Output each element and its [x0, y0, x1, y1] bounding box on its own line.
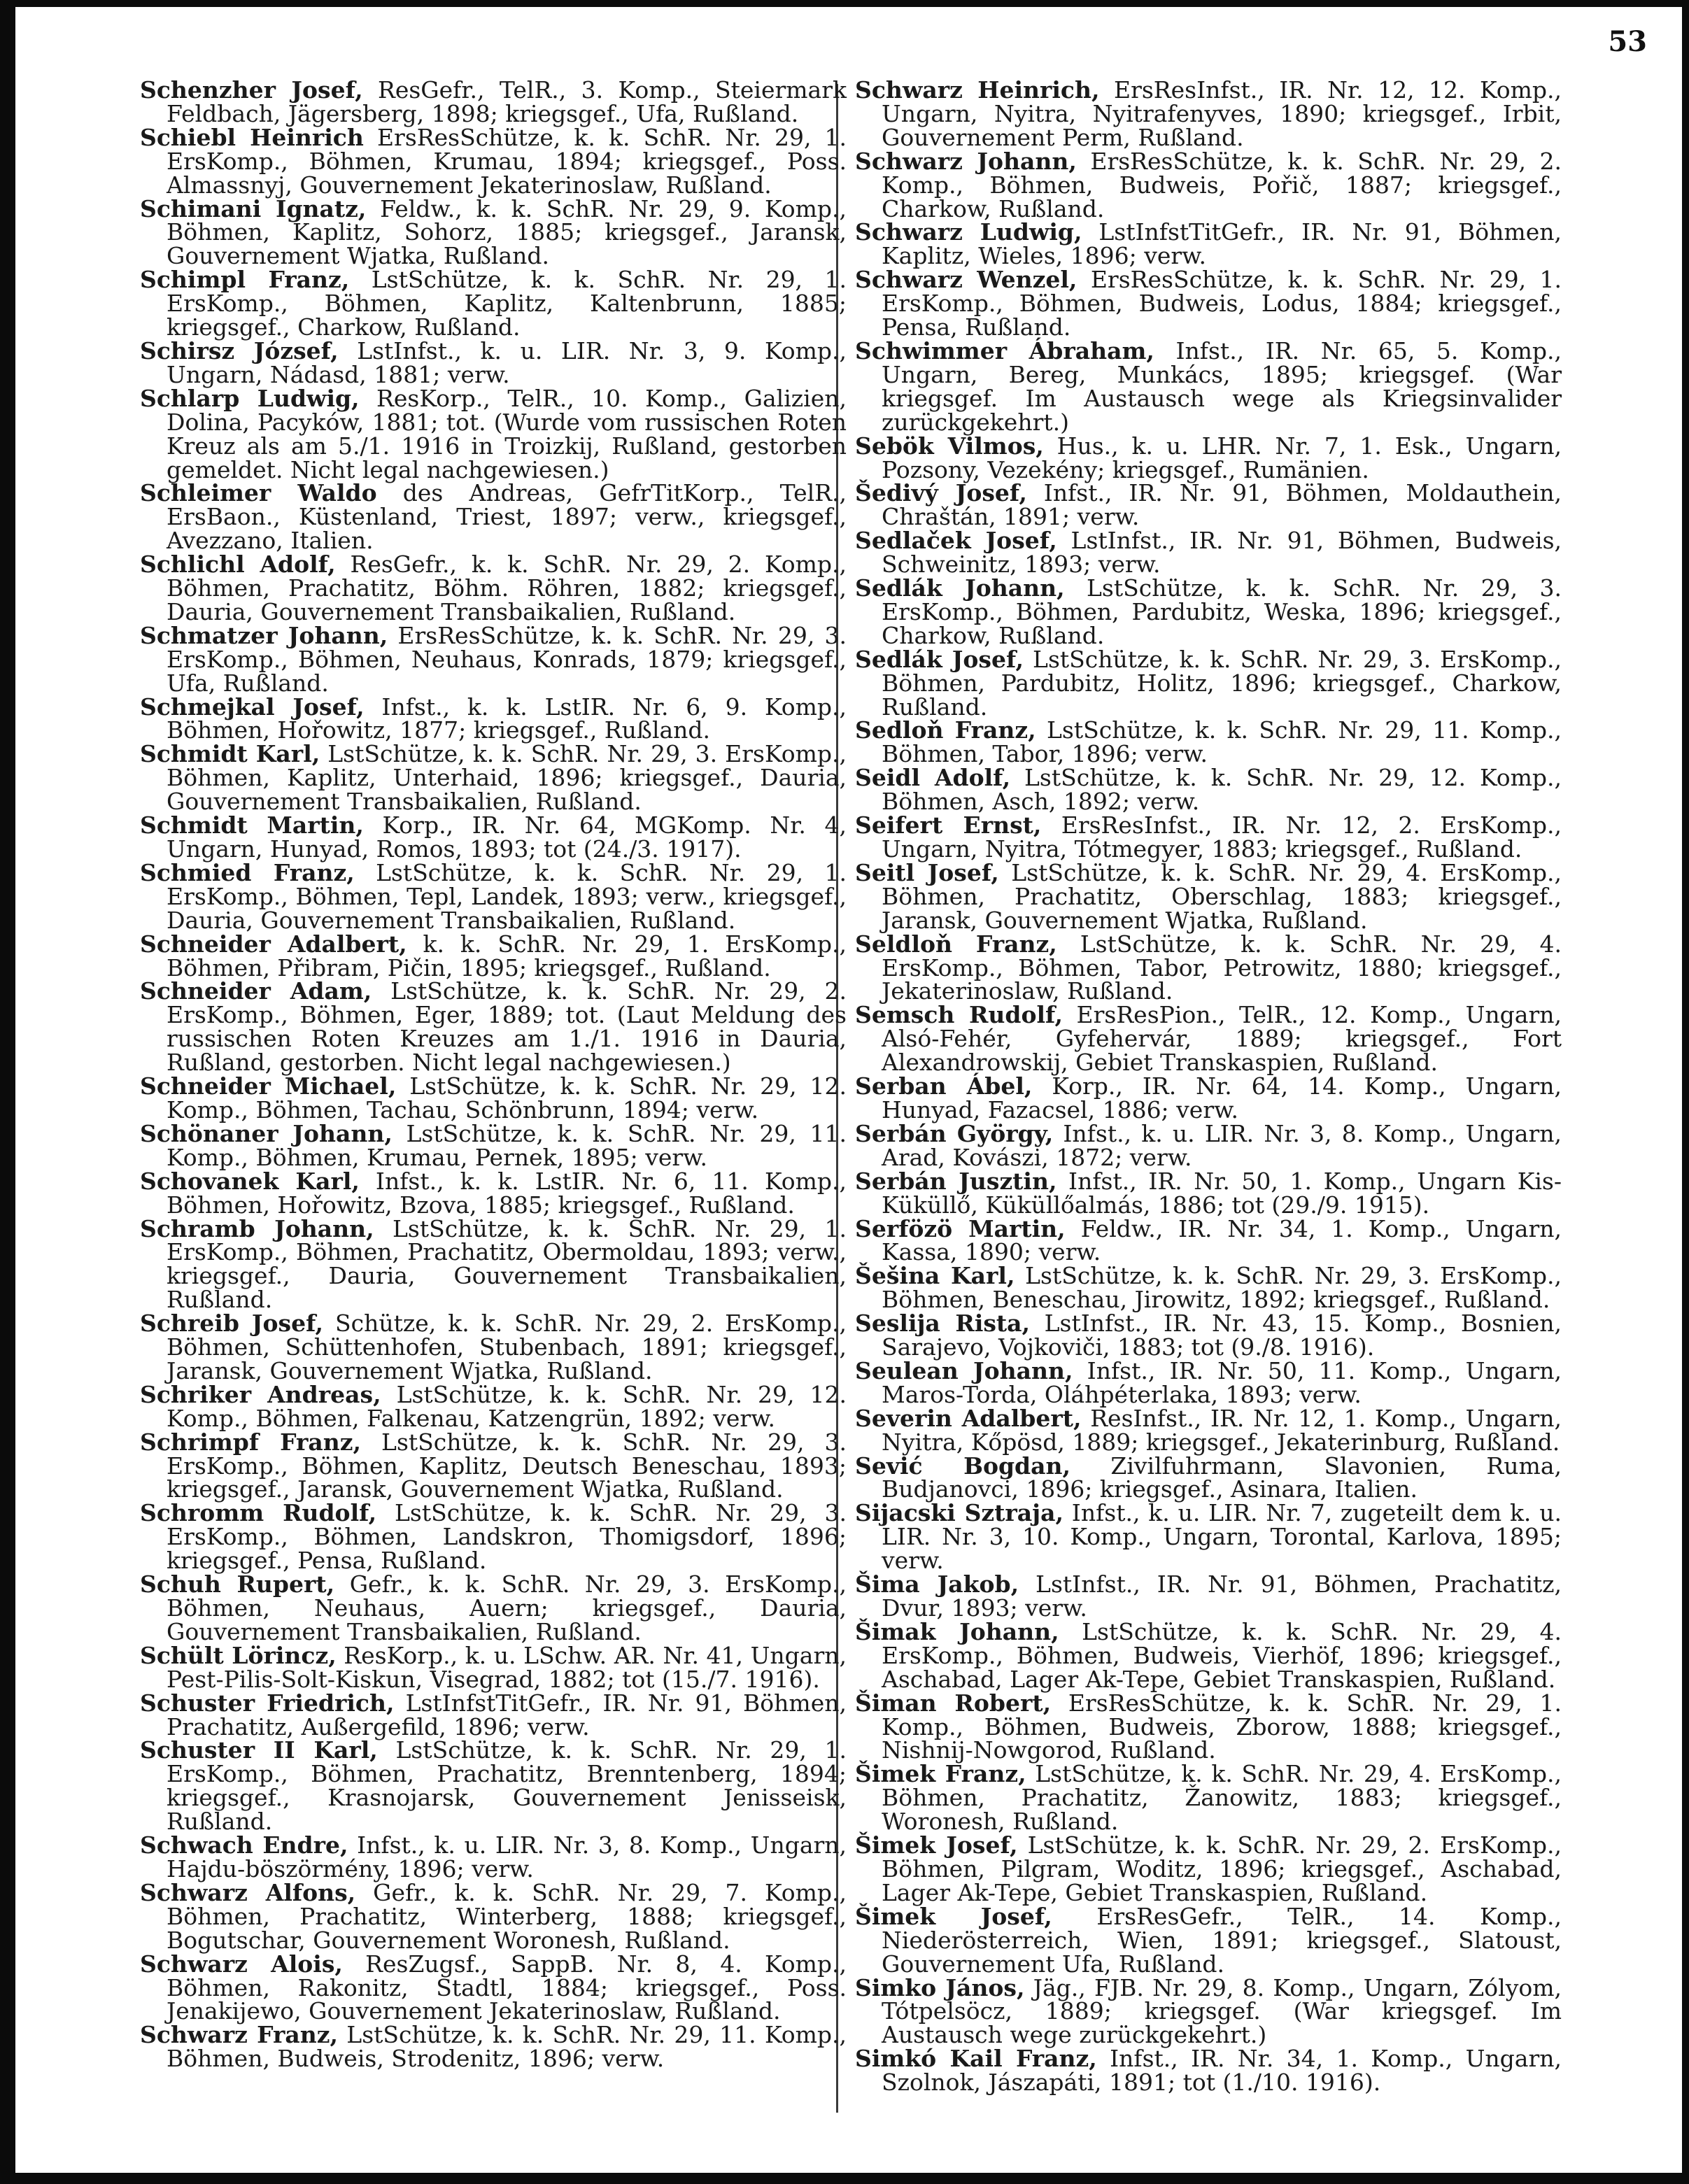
entry-details: Feldw., k. k. SchR. Nr. 29, 9. Komp., Böhmen, Kaplitz, Sohorz, 1885; kriegsgef., Jaransk, Gouvernement Wjatka, Rußland. [167, 194, 847, 270]
list-entry [855, 1501, 1562, 1573]
list-entry [140, 1312, 847, 1383]
list-entry [855, 930, 1562, 1005]
list-entry [140, 695, 847, 743]
list-entry [140, 123, 847, 199]
list-entry [140, 481, 847, 553]
list-entry [140, 1072, 847, 1123]
entry-details: Korp., IR. Nr. 64, 14. Komp., Ungarn, Hunyad, Fazacsel, 1886; verw. [882, 1072, 1562, 1123]
entry-details: LstInfst., IR. Nr. 91, Böhmen, Budweis, Schweinitz, 1893; verw. [882, 527, 1562, 579]
list-entry [855, 1072, 1562, 1123]
entry-name: Schimpl Franz, [140, 266, 350, 294]
entry-details: LstInfstTitGefr., IR. Nr. 91, Böhmen, Prachatitz, Außergefild, 1896; verw. [167, 1689, 847, 1740]
list-entry [140, 930, 847, 981]
list-entry [855, 2045, 1562, 2097]
entry-name: Schovanek Karl, [140, 1167, 360, 1195]
entry-details: k. k. SchR. Nr. 29, 1. ErsKomp., Böhmen, Přibram, Pičin, 1895; kriegsgef., Rußland. [167, 930, 847, 981]
entry-name: Schwarz Ludwig, [855, 218, 1082, 246]
entry-name: Severin Adalbert, [855, 1404, 1082, 1432]
entry-details: Infst., IR. Nr. 91, Böhmen, Moldauthein, Chraštán, 1891; verw. [882, 479, 1562, 531]
entry-name: Šedivý Josef, [855, 479, 1027, 507]
entry-name: Šiman Robert, [855, 1689, 1052, 1717]
entry-name: Schwimmer Ábraham, [855, 336, 1154, 364]
entry-name: Schrimpf Franz, [140, 1428, 361, 1456]
list-entry [140, 384, 847, 483]
entry-name: Šimak Johann, [855, 1617, 1059, 1645]
entry-name: Schriker Andreas, [140, 1380, 381, 1408]
list-entry [855, 1119, 1562, 1171]
entry-name: Sedlaček Josef, [855, 527, 1057, 555]
entry-name: Seslija Rista, [855, 1310, 1031, 1338]
entry-name: Sedlák Johann, [855, 574, 1065, 602]
entry-details: ResInfst., IR. Nr. 12, 1. Komp., Ungarn, Nyitra, Kőpösd, 1889; kriegsgef., Jekaterinburg, Rußland. [882, 1404, 1562, 1456]
entry-name: Simkó Kail Franz, [855, 2045, 1097, 2073]
list-entry [140, 1380, 847, 1432]
list-entry [855, 1617, 1562, 1693]
list-entry [855, 1831, 1562, 1906]
list-entry [855, 1214, 1562, 1266]
list-entry [855, 811, 1562, 863]
entry-name: Schleimer Waldo [140, 479, 377, 507]
entry-details: LstInfst., k. u. LIR. Nr. 3, 9. Komp., Ungarn, Nádasd, 1881; verw. [167, 336, 847, 388]
list-entry [140, 621, 847, 697]
entry-details: ResGefr., k. k. SchR. Nr. 29, 2. Komp., Böhmen, Prachatitz, Böhm. Röhren, 1882; kriegsgef., Dauria, Gouvernement Transbaikalien, Rußland. [167, 551, 847, 625]
entry-name: Schwach Endre, [140, 1831, 348, 1859]
entry-name: Sedlák Josef, [855, 645, 1024, 673]
list-entry [140, 1952, 847, 2024]
list-entry [855, 1404, 1562, 1456]
list-entry [140, 1167, 847, 1219]
entry-details: LstSchütze, k. k. SchR. Nr. 29, 3. ErsKomp., Böhmen, Pardubitz, Weska, 1896; kriegsgef., Charkow, Rußland. [882, 574, 1562, 649]
list-entry [140, 194, 847, 270]
entry-name: Schuster II Karl, [140, 1736, 378, 1764]
entry-details: Gefr., k. k. SchR. Nr. 29, 7. Komp., Böhmen, Prachatitz, Winterberg, 1888; kriegsgef., Bogutschar, Gouvernement Woronesh, Rußland. [167, 1878, 847, 1954]
list-entry [855, 858, 1562, 934]
entry-name: Schlichl Adolf, [140, 551, 336, 579]
list-entry [140, 2023, 847, 2071]
list-entry [855, 220, 1562, 268]
entry-details: LstInfst., IR. Nr. 43, 15. Komp., Bosnien, Sarajevo, Vojkoviči, 1883; tot (9./8. 1916). [882, 1310, 1562, 1361]
entry-name: Schramb Johann, [140, 1214, 374, 1242]
entry-details: Infst., k. u. LIR. Nr. 3, 8. Komp., Ungarn, Arad, Kovászi, 1872; verw. [882, 1119, 1562, 1171]
entry-name: Sedloň Franz, [855, 716, 1036, 744]
entry-details: ErsResSchütze, k. k. SchR. Nr. 29, 1. ErsKomp., Böhmen, Budweis, Lodus, 1884; kriegsgef., Pensa, Rußland. [882, 266, 1562, 341]
entry-name: Schwarz Alois, [140, 1950, 343, 1978]
list-entry [855, 1902, 1562, 1978]
entry-details: ErsResInfst., IR. Nr. 12, 2. ErsKomp., Ungarn, Nyitra, Tótmegyer, 1883; kriegsgef., Rußland. [882, 811, 1562, 863]
entry-name: Sević Bogdan, [855, 1452, 1070, 1480]
entry-details: ErsResInfst., IR. Nr. 12, 12. Komp., Ungarn, Nyitra, Nyitrafenyves, 1890; kriegsgef., Irbit, Gouvernement Perm, Rußland. [882, 76, 1562, 151]
entry-details: Infst., IR. Nr. 34, 1. Komp., Ungarn, Szolnok, Jászapáti, 1891; tot (1./10. 1916). [882, 2045, 1562, 2097]
entry-name: Seulean Johann, [855, 1356, 1073, 1384]
entry-details: LstSchütze, k. k. SchR. Nr. 29, 1. ErsKomp., Böhmen, Tepl, Landek, 1893; verw., kriegsgef., Dauria, Gouvernement Transbaikalien, Rußland. [167, 858, 847, 934]
entry-details: LstSchütze, k. k. SchR. Nr. 29, 1. ErsKomp., Böhmen, Prachatitz, Brenntenberg, 1894; kriegsgef., Krasnojarsk, Gouvernement Jenisseisk, Rußland. [167, 1736, 847, 1836]
list-entry [855, 1312, 1562, 1359]
entry-name: Schwarz Johann, [855, 147, 1077, 175]
entry-details: ResGefr., TelR., 3. Komp., Steiermark Feldbach, Jägersberg, 1898; kriegsgef., Ufa, Rußland. [167, 76, 847, 127]
entry-details: Schütze, k. k. SchR. Nr. 29, 2. ErsKomp., Böhmen, Schüttenhofen, Stubenbach, 1891; kriegsgef., Jaransk, Gouvernement Wjatka, Rußland. [167, 1310, 847, 1384]
list-entry [855, 336, 1562, 436]
entry-name: Serfözö Martin, [855, 1214, 1066, 1242]
list-entry [140, 336, 847, 388]
entry-details: LstSchütze, k. k. SchR. Nr. 29, 1. ErsKomp., Böhmen, Prachatitz, Obermoldau, 1893; verw., kriegsgef., Dauria, Gouvernement Transbaikalien, Rußland. [167, 1214, 847, 1314]
entry-name: Schneider Michael, [140, 1072, 397, 1100]
entry-name: Schwarz Heinrich, [855, 76, 1100, 104]
list-entry [855, 481, 1562, 529]
entry-name: Schmidt Karl, [140, 740, 320, 768]
list-entry [140, 78, 847, 126]
entry-name: Sijacski Sztraja, [855, 1499, 1063, 1527]
entry-details: Infst., IR. Nr. 65, 5. Komp., Ungarn, Bereg, Munkács, 1895; kriegsgef. (War kriegsgef. Im Austausch wege als Kriegsinvalider zurückgekehrt.) [882, 336, 1562, 436]
entry-details: des Andreas, GefrTitKorp., TelR., ErsBaon., Küstenland, Triest, 1897; verw., kriegsgef., Avezzano, Italien. [167, 479, 847, 555]
entry-name: Seidl Adolf, [855, 764, 1011, 792]
left-column [140, 78, 847, 2071]
entry-name: Šimek Josef, [855, 1902, 1052, 1930]
list-entry [855, 268, 1562, 339]
entry-name: Schmejkal Josef, [140, 693, 365, 721]
right-column [855, 76, 1562, 2097]
entry-details: LstSchütze, k. k. SchR. Nr. 29, 2. ErsKomp., Böhmen, Eger, 1889; tot. (Laut Meldung des russischen Roten Kreuzes am 1./1. 1916 in Dauria, Rußland, gestorben. Nicht legal nachgewiesen.) [167, 977, 847, 1077]
entry-details: Infst., k. k. LstIR. Nr. 6, 11. Komp., Böhmen, Hořowitz, Bzova, 1885; kriegsgef., Rußland. [167, 1167, 847, 1219]
list-entry [140, 268, 847, 339]
entry-name: Seitl Josef, [855, 858, 999, 886]
entry-details: Zivilfuhrmann, Slavonien, Ruma, Budjanovci, 1896; kriegsgef., Asinara, Italien. [882, 1452, 1562, 1503]
list-entry [140, 1738, 847, 1834]
entry-name: Schiebl Heinrich [140, 123, 364, 151]
entry-details: LstSchütze, k. k. SchR. Nr. 29, 3. ErsKomp., Böhmen, Landskron, Thomigsdorf, 1896; kriegsgef., Pensa, Rußland. [167, 1499, 847, 1575]
list-entry [855, 1003, 1562, 1075]
list-entry [855, 434, 1562, 482]
list-entry [140, 742, 847, 814]
entry-details: ErsResGefr., TelR., 14. Komp., Niederösterreich, Wien, 1891; kriegsgef., Slatoust, Gouvernement Ufa, Rußland. [882, 1902, 1562, 1978]
list-entry [855, 576, 1562, 648]
entry-name: Šima Jakob, [855, 1570, 1019, 1598]
list-entry [140, 1641, 847, 1693]
list-entry [855, 1689, 1562, 1764]
entry-details: ResKorp., TelR., 10. Komp., Galizien, Dolina, Pacyków, 1881; tot. (Wurde vom russischen Roten Kreuz als am 5./1. 1916 in Troizkij, Rußland, gestorben gemeldet. Nicht legal nachgewiesen.) [167, 384, 847, 483]
entry-name: Schwarz Wenzel, [855, 266, 1077, 294]
entry-details: LstSchütze, k. k. SchR. Nr. 29, 4. ErsKomp., Böhmen, Budweis, Vierhöf, 1896; kriegsgef., Aschabad, Lager Ak-Tepe, Gebiet Transkaspien, Rußland. [882, 1617, 1562, 1693]
entry-name: Simko János, [855, 1973, 1025, 2001]
entry-details: LstSchütze, k. k. SchR. Nr. 29, 4. ErsKomp., Böhmen, Prachatitz, Žanowitz, 1883; kriegsgef., Woronesh, Rußland. [882, 1760, 1562, 1836]
list-entry [855, 1454, 1562, 1502]
list-entry [855, 1356, 1562, 1408]
entry-name: Schneider Adam, [140, 977, 372, 1005]
entry-details: Feldw., IR. Nr. 34, 1. Komp., Ungarn, Kassa, 1890; verw. [882, 1214, 1562, 1266]
list-entry [855, 1264, 1562, 1312]
list-entry [140, 1689, 847, 1740]
entry-name: Schneider Adalbert, [140, 930, 407, 958]
entry-details: LstSchütze, k. k. SchR. Nr. 29, 2. ErsKomp., Böhmen, Pilgram, Woditz, 1896; kriegsgef., Aschabad, Lager Ak-Tepe, Gebiet Transkaspien, Rußland. [882, 1831, 1562, 1906]
entry-name: Schmidt Martin, [140, 811, 364, 839]
entry-name: Šimek Franz, [855, 1760, 1026, 1788]
entry-name: Schwarz Alfons, [140, 1878, 356, 1906]
entry-details: LstSchütze, k. k. SchR. Nr. 29, 4. ErsKomp., Böhmen, Prachatitz, Oberschlag, 1883; kriegsgef., Jaransk, Gouvernement Wjatka, Rußland. [882, 858, 1562, 934]
entry-details: ErsResSchütze, k. k. SchR. Nr. 29, 3. ErsKomp., Böhmen, Neuhaus, Konrads, 1879; kriegsgef., Ufa, Rußland. [167, 621, 847, 697]
entry-name: Schenzher Josef, [140, 76, 363, 104]
list-entry [140, 1570, 847, 1645]
entry-name: Serban Ábel, [855, 1072, 1033, 1100]
entry-details: Hus., k. u. LHR. Nr. 7, 1. Esk., Ungarn, Pozsony, Vezekény; kriegsgef., Rumänien. [882, 432, 1562, 483]
list-entry [855, 645, 1562, 721]
entry-details: LstSchütze, k. k. SchR. Nr. 29, 4. ErsKomp., Böhmen, Tabor, Petrowitz, 1880; kriegsgef., Jekaterinoslaw, Rußland. [882, 930, 1562, 1005]
entry-details: Jäg., FJB. Nr. 29, 8. Komp., Ungarn, Zólyom, Tótpelsöcz, 1889; kriegsgef. (War kriegsgef. Im Austausch wege zurückgekehrt.) [882, 1973, 1562, 2049]
list-entry [855, 1167, 1562, 1219]
entry-details: LstSchütze, k. k. SchR. Nr. 29, 12. Komp., Böhmen, Falkenau, Katzengrün, 1892; verw. [167, 1380, 847, 1432]
entry-name: Šimek Josef, [855, 1831, 1018, 1859]
entry-details: LstSchütze, k. k. SchR. Nr. 29, 12. Komp., Böhmen, Asch, 1892; verw. [882, 764, 1562, 816]
list-entry [140, 858, 847, 934]
entry-details: LstSchütze, k. k. SchR. Nr. 29, 3. ErsKomp., Böhmen, Kaplitz, Deutsch Beneschau, 1893; kriegsgef., Jaransk, Gouvernement Wjatka, Rußland. [167, 1428, 847, 1503]
entry-name: Sebök Vilmos, [855, 432, 1044, 460]
list-entry [140, 1878, 847, 1954]
entry-name: Šešina Karl, [855, 1262, 1015, 1290]
entry-name: Schwarz Franz, [140, 2021, 338, 2049]
entry-details: Infst., k. u. LIR. Nr. 7, zugeteilt dem k. u. LIR. Nr. 3, 10. Komp., Ungarn, Torontal, Karlova, 1895; verw. [882, 1499, 1562, 1575]
entry-details: LstInfst., IR. Nr. 91, Böhmen, Prachatitz, Dvur, 1893; verw. [882, 1570, 1562, 1622]
list-entry [855, 147, 1562, 222]
entry-details: LstSchütze, k. k. SchR. Nr. 29, 11. Komp., Böhmen, Tabor, 1896; verw. [882, 716, 1562, 768]
entry-details: ResKorp., k. u. LSchw. AR. Nr. 41, Ungarn, Pest-Pilis-Solt-Kiskun, Visegrad, 1882; tot (15./7. 1916). [167, 1641, 847, 1693]
entry-name: Schült Lörincz, [140, 1641, 337, 1669]
entry-name: Schönaner Johann, [140, 1119, 393, 1147]
entry-name: Serbán Jusztin, [855, 1167, 1057, 1195]
entry-details: Infst., IR. Nr. 50, 11. Komp., Ungarn, Maros-Torda, Oláhpéterlaka, 1893; verw. [882, 1356, 1562, 1408]
entry-details: Korp., IR. Nr. 64, MGKomp. Nr. 4, Ungarn, Hunyad, Romos, 1893; tot (24./3. 1917). [167, 811, 847, 863]
list-entry [140, 1119, 847, 1171]
entry-name: Schreib Josef, [140, 1310, 324, 1338]
list-entry [140, 1428, 847, 1503]
entry-name: Schirsz József, [140, 336, 339, 364]
entry-name: Semsch Rudolf, [855, 1001, 1063, 1029]
entry-details: Infst., IR. Nr. 50, 1. Komp., Ungarn Kis-Küküllő, Küküllőalmás, 1886; tot (29./9. 1915). [882, 1167, 1562, 1219]
entry-name: Serbán György, [855, 1119, 1054, 1147]
entry-name: Schuh Rupert, [140, 1570, 335, 1598]
entry-details: ErsResSchütze, k. k. SchR. Nr. 29, 1. Komp., Böhmen, Budweis, Zborow, 1888; kriegsgef., Nishnij-Nowgorod, Rußland. [882, 1689, 1562, 1764]
entry-details: LstSchütze, k. k. SchR. Nr. 29, 12. Komp., Böhmen, Tachau, Schönbrunn, 1894; verw. [167, 1072, 847, 1123]
list-entry [140, 979, 847, 1075]
entry-details: LstSchütze, k. k. SchR. Nr. 29, 11. Komp., Böhmen, Krumau, Pernek, 1895; verw. [167, 1119, 847, 1171]
list-entry [855, 1973, 1562, 2049]
entry-name: Schimani Ignatz, [140, 194, 367, 222]
list-entry [855, 1762, 1562, 1834]
list-entry [140, 1501, 847, 1573]
entry-name: Schmied Franz, [140, 858, 355, 886]
entry-details: ErsResSchütze, k. k. SchR. Nr. 29, 1. ErsKomp., Böhmen, Krumau, 1894; kriegsgef., Poss. Almassnyj, Gouvernement Jekaterinoslaw, Rußland. [167, 123, 847, 199]
entry-details: ErsResPion., TelR., 12. Komp., Ungarn, Alsó-Fehér, Gyfehervár, 1889; kriegsgef., Fort Alexandrowskij, Gebiet Transkaspien, Rußland. [882, 1001, 1562, 1077]
entry-name: Schromm Rudolf, [140, 1499, 377, 1527]
list-entry [855, 527, 1562, 579]
entry-name: Seldloň Franz, [855, 930, 1057, 958]
entry-name: Schuster Friedrich, [140, 1689, 395, 1717]
entry-details: LstSchütze, k. k. SchR. Nr. 29, 3. ErsKomp., Böhmen, Kaplitz, Unterhaid, 1896; kriegsgef., Dauria, Gouvernement Transbaikalien, Rußland. [167, 740, 847, 816]
entry-details: LstSchütze, k. k. SchR. Nr. 29, 1. ErsKomp., Böhmen, Kaplitz, Kaltenbrunn, 1885; kriegsgef., Charkow, Rußland. [167, 266, 847, 341]
entry-details: Infst., k. u. LIR. Nr. 3, 8. Komp., Ungarn, Hajdu-böszörmény, 1896; verw. [167, 1831, 847, 1882]
entry-details: LstSchütze, k. k. SchR. Nr. 29, 3. ErsKomp., Böhmen, Beneschau, Jirowitz, 1892; kriegsgef., Rußland. [882, 1262, 1562, 1314]
list-entry [855, 1570, 1562, 1622]
list-entry [140, 553, 847, 624]
list-entry [855, 78, 1562, 150]
entry-details: ErsResSchütze, k. k. SchR. Nr. 29, 2. Komp., Böhmen, Budweis, Pořič, 1887; kriegsgef., Charkow, Rußland. [882, 147, 1562, 222]
entry-details: LstSchütze, k. k. SchR. Nr. 29, 11. Komp., Böhmen, Budweis, Strodenitz, 1896; verw. [167, 2021, 847, 2073]
list-entry [140, 1214, 847, 1314]
list-entry [855, 766, 1562, 814]
list-entry [140, 1831, 847, 1882]
entry-name: Seifert Ernst, [855, 811, 1042, 839]
page-number: 53 [1608, 25, 1647, 58]
list-entry [140, 811, 847, 863]
entry-details: LstInfstTitGefr., IR. Nr. 91, Böhmen, Kaplitz, Wieles, 1896; verw. [882, 218, 1562, 270]
entry-details: Infst., k. k. LstIR. Nr. 6, 9. Komp., Böhmen, Hořowitz, 1877; kriegsgef., Rußland. [167, 693, 847, 744]
entry-name: Schlarp Ludwig, [140, 384, 360, 412]
entry-details: LstSchütze, k. k. SchR. Nr. 29, 3. ErsKomp., Böhmen, Pardubitz, Holitz, 1896; kriegsgef., Charkow, Rußland. [882, 645, 1562, 721]
entry-name: Schmatzer Johann, [140, 621, 388, 649]
entry-details: ResZugsf., SappB. Nr. 8, 4. Komp., Böhmen, Rakonitz, Stadtl, 1884; kriegsgef., Poss. Jenakijewo, Gouvernement Jekaterinoslaw, Rußland. [167, 1950, 847, 2025]
entry-details: Gefr., k. k. SchR. Nr. 29, 3. ErsKomp., Böhmen, Neuhaus, Auern; kriegsgef., Dauria, Gouvernement Transbaikalien, Rußland. [167, 1570, 847, 1645]
list-entry [855, 718, 1562, 766]
